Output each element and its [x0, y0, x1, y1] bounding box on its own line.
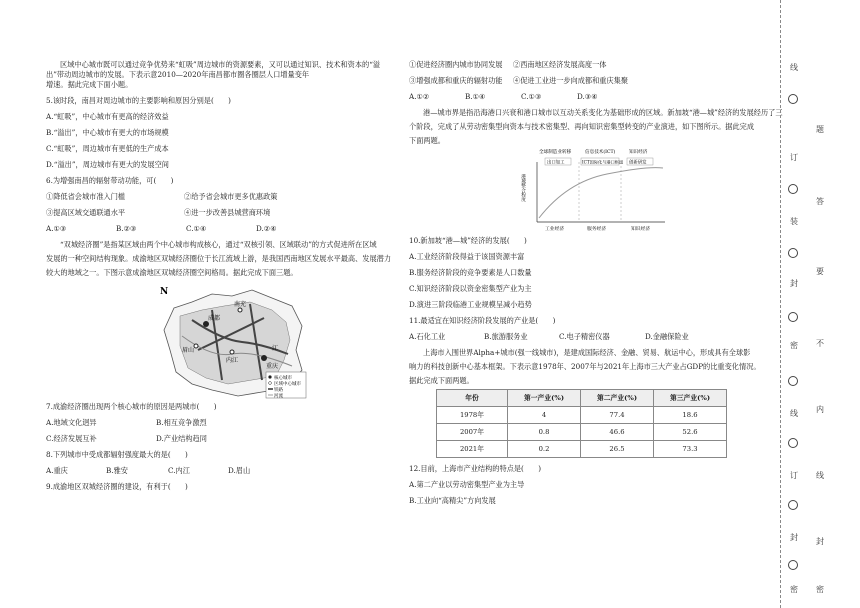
intro-line: 出”带动周边城市的发展。下表示意2010—2020年南昌都市圈各圈层人口增量变年 — [46, 70, 310, 79]
q10-option-a: A.工业经济阶段得益于该国资源丰富 — [409, 252, 525, 261]
intro2-line: “双城经济圈”是指某区域由两个中心城市构成核心，通过“双核引领、区域联动”的方式促进所在区域 — [60, 240, 377, 249]
integration-curve — [539, 168, 663, 218]
cell-primary: 4 — [508, 407, 581, 424]
question-6: 6.为增强南昌的辐射带动功能，可( ) — [46, 176, 174, 185]
seal-circle — [788, 560, 798, 570]
legend-core-city: 核心城市 — [274, 376, 292, 381]
cell-year: 2021年 — [437, 441, 508, 458]
seal-char: 密 — [790, 341, 798, 350]
question-10: 10.新加坡“港—城”经济的发展( ) — [409, 236, 527, 245]
seal-column-2 — [812, 0, 832, 608]
q9-option-d: D.③④ — [577, 92, 598, 101]
stage-ylabel: 港城整合程度 — [520, 174, 526, 202]
question-11: 11.最适宜在知识经济阶段发展的产业是( ) — [409, 316, 556, 325]
q10-option-c: C.知识经济阶段以资金密集型产业为主 — [409, 284, 532, 293]
map-label-chengdu: 成都 — [208, 315, 221, 322]
seal-char: 题 — [816, 125, 824, 134]
q6-option-c: C.①④ — [186, 224, 207, 233]
intro-line: 区域中心城市既可以通过竞争优势来“虹吸”周边城市的资源要素，又可以通过知识、技术和资本的“溢 — [60, 60, 381, 69]
question-8: 8.下列城市中受成都辐射强度最大的是( ) — [46, 450, 188, 459]
binding-line — [780, 0, 782, 608]
stage-sub-3: 创新研发 — [629, 160, 647, 166]
map-svg — [152, 280, 312, 400]
seal-circle — [788, 184, 798, 194]
q7-option-b: B.相互竞争激烈 — [156, 418, 207, 427]
question-7: 7.成渝经济圈出现两个核心城市的原因是两城市( ) — [46, 402, 217, 411]
q8-option-c: C.内江 — [168, 466, 190, 475]
seal-circle — [788, 500, 798, 510]
intro-line: 增速。据此完成下面小题。 — [46, 80, 133, 89]
seal-circle — [788, 312, 798, 322]
q5-option-a: A.“虹吸”，中心城市有更高的经济效益 — [46, 112, 169, 121]
seal-char: 装 — [790, 217, 798, 226]
cell-tertiary: 18.6 — [654, 407, 727, 424]
q6-option-a: A.①③ — [46, 224, 67, 233]
table-row — [437, 441, 727, 458]
header-tertiary: 第三产业(%) — [654, 390, 727, 407]
q5-option-c: C.“虹吸”，周边城市有更低的生产成本 — [46, 144, 169, 153]
seal-char: 线 — [790, 409, 798, 418]
cell-year: 2007年 — [437, 424, 508, 441]
q12-option-a: A.第二产业以劳动密集型产业为主导 — [409, 480, 525, 489]
question-5: 5.该时段，南昌对周边城市的主要影响和原因分别是( ) — [46, 96, 231, 105]
seal-char: 封 — [790, 533, 798, 542]
seal-char: 线 — [816, 471, 824, 480]
cell-tertiary: 73.3 — [654, 441, 727, 458]
seal-char: 订 — [790, 471, 798, 480]
intro3-line: 港—城市界是指沿海港口兴衰和港口城市以互动关系变化为基础形成的区域。新加坡“港—城”经济的发展经历了三 — [423, 108, 783, 117]
q9-option-b: B.①④ — [465, 92, 486, 101]
seal-circle — [788, 94, 798, 104]
intro2-line: 发展的一种空间结构现象。成渝地区双城经济圈位于长江流域上游，是我国西南地区发展水平最高、发展潜力 — [46, 254, 392, 263]
seal-circle — [788, 248, 798, 258]
q11-option-a: A.石化工业 — [409, 332, 446, 341]
q6-item-2: ②给予省会城市更多优惠政策 — [184, 192, 278, 201]
stage-x-3: 知识经济 — [631, 227, 651, 232]
header-secondary: 第二产业(%) — [581, 390, 654, 407]
stage-diagram — [517, 148, 667, 234]
seal-char: 答 — [816, 197, 824, 206]
q9-item-3: ③增强成都和重庆的辐射功能 — [409, 76, 503, 85]
table-row — [437, 424, 727, 441]
cell-tertiary: 52.6 — [654, 424, 727, 441]
stage-sub-1: 出口加工 — [547, 160, 565, 166]
q10-option-b: B.服务经济阶段的竞争要素是人口数量 — [409, 268, 532, 277]
q8-option-b: B.雅安 — [106, 466, 128, 475]
q11-option-c: C.电子精密仪器 — [559, 332, 610, 341]
map-label-nanchong: 南充 — [234, 301, 247, 308]
chengyu-map — [152, 280, 312, 400]
map-label-jiang: 江 — [272, 345, 279, 352]
stage-diagram-svg — [517, 148, 667, 234]
cell-secondary: 26.5 — [581, 441, 654, 458]
stage-top-2: 信息技术(ICT) — [585, 150, 616, 155]
intro3-line: 下面两题。 — [409, 136, 445, 145]
q6-item-1: ①降低省会城市准入门槛 — [46, 192, 126, 201]
map-label-chongqing: 重庆 — [266, 363, 279, 370]
stage-x-2: 服务经济 — [587, 227, 607, 232]
seal-column-1 — [786, 0, 806, 608]
header-year: 年份 — [437, 390, 508, 407]
intro4-line: 据此完成下面两题。 — [409, 376, 474, 385]
regional-city-marker — [194, 344, 198, 348]
q5-option-b: B.“溢出”，中心城市有更大的市场规模 — [46, 128, 169, 137]
regional-city-marker — [230, 350, 234, 354]
gdp-table — [436, 389, 727, 458]
q10-option-d: D.演进三阶段临港工业规模呈减小趋势 — [409, 300, 532, 309]
q5-option-d: D.“溢出”，周边城市有更大的发展空间 — [46, 160, 169, 169]
legend-regional-city: 区域中心城市 — [274, 382, 301, 387]
q12-option-b: B.工业向“高精尖”方向发展 — [409, 496, 496, 505]
q7-option-c: C.经济发展互补 — [46, 434, 97, 443]
question-12: 12.目前，上海市产业结构的特点是( ) — [409, 464, 542, 473]
q9-item-1: ①促进经济圈内城市协同发展 — [409, 60, 503, 69]
header-primary: 第一产业(%) — [508, 390, 581, 407]
seal-char: 密 — [790, 585, 798, 594]
seal-circle — [788, 438, 798, 448]
stage-x-1: 工业经济 — [545, 227, 565, 232]
core-city-marker — [261, 355, 267, 361]
q7-option-d: D.产业结构趋同 — [156, 434, 207, 443]
cell-primary: 0.2 — [508, 441, 581, 458]
stage-top-1: 全球制造业转移 — [539, 150, 572, 155]
seal-char: 要 — [816, 267, 824, 276]
seal-char: 内 — [816, 405, 824, 414]
q9-item-2: ②西南地区经济发展高度一体 — [513, 60, 607, 69]
intro3-line: 个阶段，完成了从劳动密集型向资本与技术密集型、再向知识密集型转变的产业演进，如下图所示。据此完成 — [409, 122, 755, 131]
right-column — [409, 60, 783, 506]
stage-top-3: 知识经济 — [629, 150, 648, 155]
core-area — [180, 302, 290, 384]
cell-secondary: 46.6 — [581, 424, 654, 441]
q9-option-a: A.①② — [409, 92, 430, 101]
q8-option-d: D.眉山 — [228, 466, 251, 475]
q9-item-4: ④促进工业进一步向成都和重庆集聚 — [513, 76, 629, 85]
q6-item-3: ③提高区域交通联通水平 — [46, 208, 126, 217]
q6-option-b: B.②③ — [116, 224, 137, 233]
q8-option-a: A.重庆 — [46, 466, 68, 475]
map-label-neijiang: 内江 — [226, 357, 239, 364]
table-header-row — [437, 390, 727, 407]
cell-primary: 0.8 — [508, 424, 581, 441]
map-legend — [266, 372, 306, 399]
q11-option-d: D.金融保险业 — [645, 332, 689, 341]
north-arrow: N — [160, 287, 169, 297]
stage-sub-2: ICT国际化与港口枢纽 — [582, 159, 624, 165]
cell-year: 1978年 — [437, 407, 508, 424]
regional-city-marker — [238, 308, 242, 312]
seal-char: 封 — [790, 279, 798, 288]
seal-char: 订 — [790, 153, 798, 162]
q6-item-4: ④进一步改善县城营商环境 — [184, 208, 271, 217]
left-column — [46, 60, 394, 492]
seal-circle — [788, 376, 798, 386]
legend-railway: 铁路 — [274, 388, 283, 393]
table-row — [437, 407, 727, 424]
cell-secondary: 77.4 — [581, 407, 654, 424]
seal-char: 密 — [816, 585, 824, 594]
seal-char: 线 — [790, 63, 798, 72]
q7-option-a: A.地域文化迥异 — [46, 418, 97, 427]
legend-river: 河流 — [274, 394, 283, 399]
seal-char: 不 — [816, 339, 824, 348]
intro4-line: 上海市入围世界Alpha+城市(强一线城市)，是建成国际经济、金融、贸易、航运中心，形成具有全球影 — [423, 348, 751, 357]
q9-option-c: C.①③ — [521, 92, 542, 101]
intro4-line: 响力的科技创新中心基本框架。下表示意1978年、2007年与2021年上海市三大产业占GDP的比重变化情况。 — [409, 362, 761, 371]
map-label-meishan: 眉山 — [182, 347, 195, 354]
q6-option-d: D.②④ — [256, 224, 277, 233]
q11-option-b: B.旅游服务业 — [484, 332, 528, 341]
seal-char: 封 — [816, 537, 824, 546]
intro2-line: 较大的地域之一。下图示意成渝地区双城经济圈空间格局。据此完成下面三题。 — [46, 268, 298, 277]
question-9: 9.成渝地区双城经济圈的建设，有利于( ) — [46, 482, 188, 491]
